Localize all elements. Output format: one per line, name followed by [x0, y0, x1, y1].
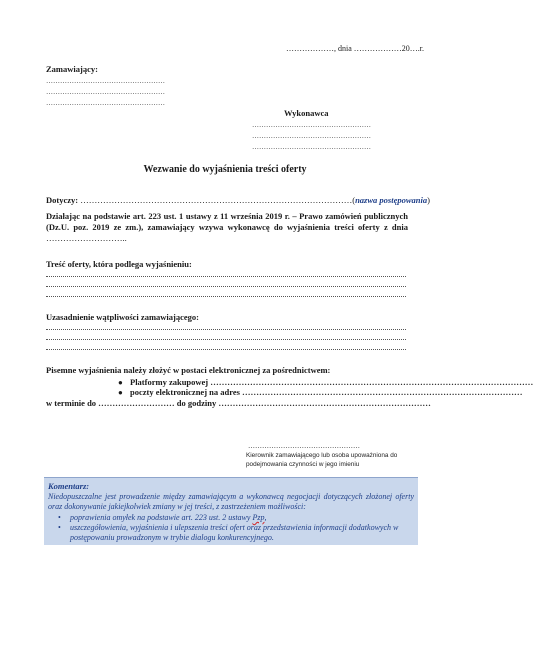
uzasadnienie-label: Uzasadnienie wątpliwości zamawiającego: [46, 312, 199, 322]
uzasadnienie-line-2 [46, 339, 406, 340]
dotyczy-label: Dotyczy: [46, 195, 79, 205]
tresc-line-3 [46, 296, 406, 297]
signature-dots: ………………………………………… [248, 442, 360, 450]
comment-item-1 [58, 513, 410, 523]
legal-basis-paragraph [46, 211, 408, 244]
dotyczy-close: ) [427, 195, 430, 205]
document-title: Wezwanie do wyjaśnienia treści oferty [143, 164, 307, 175]
wykonawca-line-2: …………………………………………… [252, 132, 371, 140]
pisemne-item-platforma [118, 377, 533, 387]
zamawiajacy-line-3: …………………………………………… [46, 99, 165, 107]
paragraph-text: Działając na podstawie art. 223 ust. 1 ustawy z 11 września 2019 r. – Prawo zamówień publicznych (Dz.U. poz. 2019 ze zm.), zamawiający wzywa wykonawcę do wyjaśnienia treści oferty z dnia [46, 211, 408, 232]
comment-list [58, 513, 410, 543]
wykonawca-line-3: …………………………………………… [252, 143, 371, 151]
comment-body: Niedopuszczalne jest prowadzenie między zamawiającym a wykonawcą negocjacji dotyczących złożonej oferty oraz dokonywanie jakiejkolwiek zmiany w jej treści, z zastrzeżeniem możliwości: [48, 492, 414, 511]
offer-date-dots: ……………………….. [46, 233, 127, 243]
place-date-line: ………………, dnia ………………20….r. [286, 44, 424, 53]
pzp-abbr: Pzp [252, 513, 265, 522]
signature-caption: Kierownik zamawiającego lub osoba upoważniona do podejmowania czynności w jego imieniu [246, 452, 398, 468]
nazwa-postepowania: nazwa postępowania [355, 195, 428, 205]
comment-item-1-end: , [264, 513, 267, 522]
tresc-line-1 [46, 276, 406, 277]
platforma-text: Platformy zakupowej …………………………………………………………………………………………………… [130, 377, 533, 387]
bullet-icon: ● [118, 378, 123, 387]
uzasadnienie-line-1 [46, 329, 406, 330]
zamawiajacy-label: Zamawiający: [46, 64, 98, 74]
zamawiajacy-line-1: …………………………………………… [46, 77, 165, 85]
tresc-label: Treść oferty, która podlega wyjaśnieniu: [46, 259, 192, 269]
bullet-icon: ● [118, 388, 123, 397]
pisemne-label: Pisemne wyjaśnienia należy złożyć w postaci elektronicznej za pośrednictwem: [46, 365, 331, 375]
zamawiajacy-line-2: …………………………………………… [46, 88, 165, 96]
pisemne-item-poczta [118, 387, 523, 397]
poczta-text: poczty elektronicznej na adres ……………………………………………………………………………………… [130, 387, 523, 397]
termin-line: w terminie do ……………………… do godziny ………………………………………………………………… [46, 398, 431, 408]
comment-item-2: • uszczegółowienia, wyjaśnienia i ulepszenia treści ofert oraz przedstawienia informacji dodatkowych w postępowaniu prowadzonym w trybie dialogu konkurencyjnego. [58, 523, 410, 543]
comment-box [44, 477, 418, 545]
dotyczy-line [46, 195, 430, 205]
dotyczy-dots: ……………………………………………………………………………………( [78, 195, 356, 205]
wykonawca-line-1: …………………………………………… [252, 121, 371, 129]
tresc-line-2 [46, 286, 406, 287]
wykonawca-label: Wykonawca [284, 108, 329, 118]
uzasadnienie-line-3 [46, 349, 406, 350]
comment-title: Komentarz: [48, 481, 90, 491]
comment-item-1-text: poprawienia omyłek na podstawie art. 223 ust. 2 ustawy [70, 513, 253, 522]
